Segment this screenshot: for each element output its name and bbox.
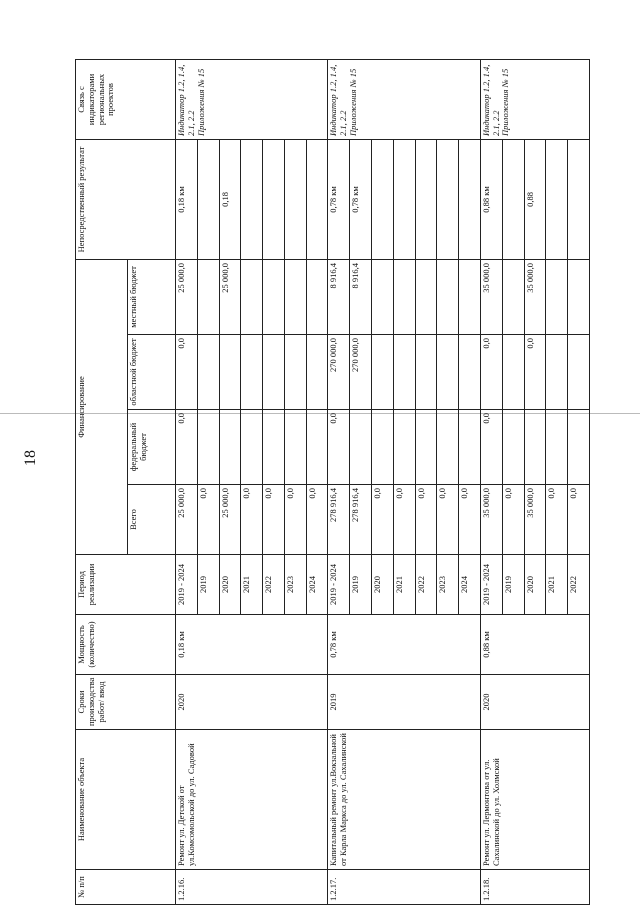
local-amount: [306, 259, 328, 334]
period: 2020: [524, 555, 546, 615]
regional-amount: [568, 335, 590, 410]
regional-amount: [306, 335, 328, 410]
local-amount: [546, 259, 568, 334]
federal-amount: 0,0: [328, 410, 350, 485]
federal-amount: [546, 410, 568, 485]
regional-amount: 0,0: [524, 335, 546, 410]
regional-amount: [415, 335, 437, 410]
federal-amount: [502, 410, 524, 485]
object-name: Ремонт ул. Лермонтова от ул. Сахалинской до ул. Холмской: [480, 730, 589, 870]
local-amount: [263, 259, 285, 334]
indicator-link: Индикатор 1.2, 1.4, 2.1, 2.2 Приложения № 15: [480, 59, 589, 139]
indicator-link: Индикатор 1.2, 1.4, 2.1, 2.2 Приложения № 15: [176, 59, 328, 139]
local-amount: 25 000,0: [219, 259, 241, 334]
regional-amount: [197, 335, 219, 410]
total-amount: 0,0: [393, 485, 415, 555]
work-dates: 2020: [176, 675, 328, 730]
row-number: 1.2.18.: [480, 870, 589, 905]
table-row: [328, 59, 350, 904]
local-amount: [437, 259, 459, 334]
local-amount: [393, 259, 415, 334]
federal-amount: [219, 410, 241, 485]
local-amount: 25 000,0: [176, 259, 198, 334]
total-amount: 0,0: [459, 485, 481, 555]
direct-result: 0,78 км: [350, 139, 372, 259]
table-row: [176, 59, 198, 904]
period: 2022: [415, 555, 437, 615]
total-amount: 278 916,4: [350, 485, 372, 555]
period: 2020: [372, 555, 394, 615]
regional-amount: [393, 335, 415, 410]
total-amount: 0,0: [437, 485, 459, 555]
local-amount: [502, 259, 524, 334]
period: 2023: [284, 555, 306, 615]
total-amount: 0,0: [197, 485, 219, 555]
direct-result: [546, 139, 568, 259]
object-name: Капитальный ремонт ул.Вокзальной от Карла Маркса до ул. Сахалинской: [328, 730, 480, 870]
work-dates: 2020: [480, 675, 589, 730]
direct-result: [415, 139, 437, 259]
federal-amount: [568, 410, 590, 485]
total-amount: 0,0: [546, 485, 568, 555]
local-amount: [568, 259, 590, 334]
total-amount: 25 000,0: [176, 485, 198, 555]
regional-amount: [284, 335, 306, 410]
period: 2019 - 2024: [480, 555, 502, 615]
capacity: 0,78 км: [328, 615, 480, 675]
total-amount: 25 000,0: [219, 485, 241, 555]
header-period: Период реализации: [76, 555, 176, 615]
period: 2024: [306, 555, 328, 615]
direct-result: [241, 139, 263, 259]
federal-amount: [241, 410, 263, 485]
local-amount: [459, 259, 481, 334]
local-amount: [197, 259, 219, 334]
period: 2021: [546, 555, 568, 615]
row-number: 1.2.16.: [176, 870, 328, 905]
period: 2019: [197, 555, 219, 615]
regional-amount: 0,0: [176, 335, 198, 410]
header-total: Всего: [128, 485, 176, 555]
total-amount: 0,0: [241, 485, 263, 555]
federal-amount: 0,0: [176, 410, 198, 485]
direct-result: [459, 139, 481, 259]
federal-amount: [372, 410, 394, 485]
direct-result: [393, 139, 415, 259]
direct-result: 0,18: [219, 139, 241, 259]
local-amount: 8 916,4: [328, 259, 350, 334]
federal-amount: [437, 410, 459, 485]
period: 2019 - 2024: [328, 555, 350, 615]
period: 2024: [459, 555, 481, 615]
capacity: 0,18 км: [176, 615, 328, 675]
direct-result: [197, 139, 219, 259]
direct-result: [284, 139, 306, 259]
total-amount: 0,0: [415, 485, 437, 555]
federal-amount: [284, 410, 306, 485]
regional-amount: [219, 335, 241, 410]
direct-result: 0,18 км: [176, 139, 198, 259]
regional-amount: [437, 335, 459, 410]
header-local: местный бюджет: [128, 259, 176, 334]
direct-result: 0,88 км: [480, 139, 502, 259]
local-amount: 35 000,0: [524, 259, 546, 334]
direct-result: 0,88: [524, 139, 546, 259]
federal-amount: [459, 410, 481, 485]
federal-amount: [306, 410, 328, 485]
local-amount: [241, 259, 263, 334]
header-regional: областной бюджет: [128, 335, 176, 410]
regional-amount: 270 000,0: [328, 335, 350, 410]
header-financing: Финансирование: [76, 259, 128, 554]
direct-result: [263, 139, 285, 259]
total-amount: 0,0: [263, 485, 285, 555]
capacity: 0,88 км: [480, 615, 589, 675]
total-amount: 0,0: [372, 485, 394, 555]
period: 2023: [437, 555, 459, 615]
total-amount: 278 916,4: [328, 485, 350, 555]
period: 2019 - 2024: [176, 555, 198, 615]
federal-amount: [415, 410, 437, 485]
direct-result: 0,78 км: [328, 139, 350, 259]
direct-result: [437, 139, 459, 259]
header-capacity: Мощность (количество): [76, 615, 176, 675]
table-row: [480, 59, 502, 904]
local-amount: 8 916,4: [350, 259, 372, 334]
page-number: 18: [22, 450, 39, 466]
period: 2022: [568, 555, 590, 615]
total-amount: 35 000,0: [524, 485, 546, 555]
period: 2022: [263, 555, 285, 615]
regional-amount: 270 000,0: [350, 335, 372, 410]
financing-table: [75, 59, 590, 905]
federal-amount: [197, 410, 219, 485]
period: 2020: [219, 555, 241, 615]
direct-result: [568, 139, 590, 259]
regional-amount: [372, 335, 394, 410]
federal-amount: 0,0: [480, 410, 502, 485]
total-amount: 35 000,0: [480, 485, 502, 555]
work-dates: 2019: [328, 675, 480, 730]
local-amount: [284, 259, 306, 334]
period: 2021: [393, 555, 415, 615]
direct-result: [372, 139, 394, 259]
period: 2021: [241, 555, 263, 615]
rotated-table-wrapper: [75, 60, 590, 905]
federal-amount: [350, 410, 372, 485]
period: 2019: [350, 555, 372, 615]
regional-amount: 0,0: [480, 335, 502, 410]
local-amount: 35 000,0: [480, 259, 502, 334]
object-name: Ремонт ул. Детской от ул.Комсомольской до ул. Садовой: [176, 730, 328, 870]
federal-amount: [524, 410, 546, 485]
regional-amount: [263, 335, 285, 410]
regional-amount: [502, 335, 524, 410]
direct-result: [306, 139, 328, 259]
federal-amount: [393, 410, 415, 485]
regional-amount: [546, 335, 568, 410]
total-amount: 0,0: [568, 485, 590, 555]
header-name: Наименование объекта: [76, 730, 176, 870]
period: 2019: [502, 555, 524, 615]
header-dates: Сроки производства работ/ ввод: [76, 675, 176, 730]
regional-amount: [459, 335, 481, 410]
regional-amount: [241, 335, 263, 410]
total-amount: 0,0: [306, 485, 328, 555]
header-num: № п/п: [76, 870, 176, 905]
header-link: Связь с индикаторами региональных проектов: [76, 59, 176, 139]
header-federal: федеральный бюджет: [128, 410, 176, 485]
table-body: [176, 59, 590, 904]
federal-amount: [263, 410, 285, 485]
header-result: Непосредственный результат: [76, 139, 176, 259]
local-amount: [372, 259, 394, 334]
direct-result: [502, 139, 524, 259]
total-amount: 0,0: [502, 485, 524, 555]
local-amount: [415, 259, 437, 334]
row-number: 1.2.17.: [328, 870, 480, 905]
total-amount: 0,0: [284, 485, 306, 555]
indicator-link: Индикатор 1.2, 1.4, 2.1, 2.2 Приложения № 15: [328, 59, 480, 139]
